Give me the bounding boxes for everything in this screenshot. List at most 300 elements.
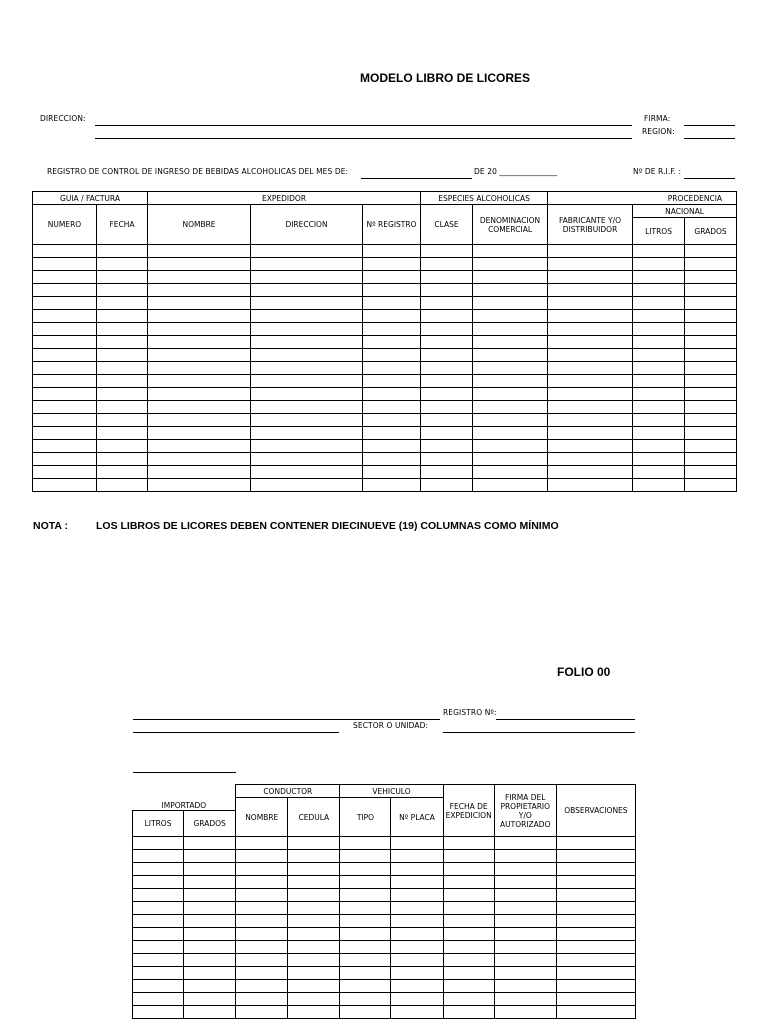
table-cell[interactable] [685, 336, 737, 349]
table-cell[interactable] [148, 349, 251, 362]
table-cell[interactable] [494, 954, 556, 967]
table-cell[interactable] [421, 427, 473, 440]
table-cell[interactable] [148, 336, 251, 349]
table-cell[interactable] [97, 414, 148, 427]
table-cell[interactable] [548, 466, 633, 479]
table-cell[interactable] [363, 310, 421, 323]
table-cell[interactable] [288, 928, 340, 941]
table-cell[interactable] [288, 954, 340, 967]
table-cell[interactable] [685, 245, 737, 258]
table-cell[interactable] [548, 271, 633, 284]
table-cell[interactable] [494, 993, 556, 1006]
table-cell[interactable] [443, 941, 494, 954]
table-cell[interactable] [391, 902, 443, 915]
table-cell[interactable] [251, 466, 363, 479]
table-cell[interactable] [251, 388, 363, 401]
table-cell[interactable] [148, 375, 251, 388]
table-cell[interactable] [685, 271, 737, 284]
table-cell[interactable] [494, 1006, 556, 1019]
table-cell[interactable] [288, 980, 340, 993]
table-cell[interactable] [97, 323, 148, 336]
table-cell[interactable] [33, 362, 97, 375]
table-cell[interactable] [133, 889, 184, 902]
table-cell[interactable] [33, 323, 97, 336]
table-cell[interactable] [148, 427, 251, 440]
table-cell[interactable] [288, 850, 340, 863]
table-cell[interactable] [421, 245, 473, 258]
table-cell[interactable] [148, 401, 251, 414]
table-cell[interactable] [473, 427, 548, 440]
table-cell[interactable] [443, 993, 494, 1006]
table-cell[interactable] [363, 479, 421, 492]
table-cell[interactable] [97, 349, 148, 362]
direccion-line-2[interactable] [95, 138, 632, 139]
table-cell[interactable] [236, 954, 288, 967]
table-cell[interactable] [421, 401, 473, 414]
table-cell[interactable] [133, 1006, 184, 1019]
table-cell[interactable] [494, 915, 556, 928]
table-cell[interactable] [556, 993, 635, 1006]
table-cell[interactable] [633, 401, 685, 414]
table-cell[interactable] [421, 297, 473, 310]
table-cell[interactable] [556, 863, 635, 876]
table-cell[interactable] [33, 375, 97, 388]
table-cell[interactable] [443, 1006, 494, 1019]
table-cell[interactable] [288, 837, 340, 850]
table-cell[interactable] [685, 440, 737, 453]
table-cell[interactable] [97, 427, 148, 440]
table-cell[interactable] [340, 889, 391, 902]
table-cell[interactable] [443, 837, 494, 850]
left-line[interactable] [133, 732, 339, 733]
table-cell[interactable] [363, 297, 421, 310]
table-cell[interactable] [633, 388, 685, 401]
table-cell[interactable] [473, 388, 548, 401]
table-cell[interactable] [421, 479, 473, 492]
table-cell[interactable] [148, 414, 251, 427]
table-cell[interactable] [288, 993, 340, 1006]
table-cell[interactable] [363, 401, 421, 414]
table-cell[interactable] [251, 440, 363, 453]
table-cell[interactable] [421, 453, 473, 466]
table-cell[interactable] [473, 284, 548, 297]
table-cell[interactable] [148, 310, 251, 323]
table-cell[interactable] [473, 453, 548, 466]
table-cell[interactable] [133, 941, 184, 954]
table-cell[interactable] [473, 440, 548, 453]
table-cell[interactable] [251, 349, 363, 362]
table-cell[interactable] [548, 297, 633, 310]
table-cell[interactable] [236, 876, 288, 889]
table-cell[interactable] [148, 245, 251, 258]
table-cell[interactable] [184, 902, 236, 915]
table-cell[interactable] [363, 362, 421, 375]
table-cell[interactable] [340, 915, 391, 928]
table-cell[interactable] [236, 837, 288, 850]
table-cell[interactable] [473, 245, 548, 258]
table-cell[interactable] [494, 837, 556, 850]
table-cell[interactable] [251, 427, 363, 440]
table-cell[interactable] [340, 863, 391, 876]
table-cell[interactable] [97, 245, 148, 258]
table-cell[interactable] [97, 362, 148, 375]
table-cell[interactable] [363, 375, 421, 388]
table-cell[interactable] [340, 967, 391, 980]
table-cell[interactable] [548, 284, 633, 297]
table-cell[interactable] [633, 310, 685, 323]
table-cell[interactable] [148, 388, 251, 401]
table-cell[interactable] [548, 479, 633, 492]
table-cell[interactable] [33, 284, 97, 297]
table-cell[interactable] [685, 349, 737, 362]
mes-line[interactable] [361, 178, 472, 179]
table-cell[interactable] [391, 863, 443, 876]
table-cell[interactable] [633, 271, 685, 284]
table-cell[interactable] [421, 258, 473, 271]
table-cell[interactable] [288, 863, 340, 876]
table-cell[interactable] [340, 876, 391, 889]
registro-n-line[interactable] [496, 719, 635, 720]
table-cell[interactable] [443, 915, 494, 928]
table-cell[interactable] [494, 863, 556, 876]
table-cell[interactable] [236, 967, 288, 980]
table-cell[interactable] [473, 310, 548, 323]
direccion-line-1[interactable] [95, 125, 632, 126]
table-cell[interactable] [473, 414, 548, 427]
table-cell[interactable] [548, 427, 633, 440]
table-cell[interactable] [236, 850, 288, 863]
table-cell[interactable] [133, 863, 184, 876]
table-cell[interactable] [33, 414, 97, 427]
table-cell[interactable] [236, 941, 288, 954]
table-cell[interactable] [184, 941, 236, 954]
table-cell[interactable] [556, 1006, 635, 1019]
table-cell[interactable] [391, 941, 443, 954]
table-cell[interactable] [548, 414, 633, 427]
table-cell[interactable] [473, 375, 548, 388]
table-cell[interactable] [133, 837, 184, 850]
rif-line[interactable] [684, 178, 735, 179]
table-cell[interactable] [556, 837, 635, 850]
table-cell[interactable] [236, 889, 288, 902]
table-cell[interactable] [133, 876, 184, 889]
table-cell[interactable] [494, 967, 556, 980]
table-cell[interactable] [363, 284, 421, 297]
table-cell[interactable] [133, 967, 184, 980]
table-cell[interactable] [473, 362, 548, 375]
table-cell[interactable] [184, 876, 236, 889]
table-cell[interactable] [363, 414, 421, 427]
table-cell[interactable] [685, 453, 737, 466]
table-cell[interactable] [685, 284, 737, 297]
table-cell[interactable] [33, 466, 97, 479]
table-cell[interactable] [148, 284, 251, 297]
table-cell[interactable] [633, 323, 685, 336]
table-cell[interactable] [421, 362, 473, 375]
table-cell[interactable] [473, 297, 548, 310]
table-cell[interactable] [184, 850, 236, 863]
table-cell[interactable] [421, 323, 473, 336]
table-cell[interactable] [97, 440, 148, 453]
table-cell[interactable] [97, 453, 148, 466]
table-cell[interactable] [133, 850, 184, 863]
table-cell[interactable] [236, 863, 288, 876]
table-cell[interactable] [33, 310, 97, 323]
table-cell[interactable] [548, 362, 633, 375]
table-cell[interactable] [363, 245, 421, 258]
table-cell[interactable] [685, 323, 737, 336]
table-cell[interactable] [443, 850, 494, 863]
table-cell[interactable] [633, 440, 685, 453]
table-cell[interactable] [133, 993, 184, 1006]
table-cell[interactable] [133, 954, 184, 967]
table-cell[interactable] [473, 271, 548, 284]
table-cell[interactable] [288, 1006, 340, 1019]
table-cell[interactable] [97, 479, 148, 492]
table-cell[interactable] [33, 258, 97, 271]
table-cell[interactable] [97, 401, 148, 414]
table-cell[interactable] [184, 863, 236, 876]
table-cell[interactable] [556, 915, 635, 928]
table-cell[interactable] [288, 902, 340, 915]
table-cell[interactable] [473, 323, 548, 336]
table-cell[interactable] [685, 401, 737, 414]
table-cell[interactable] [251, 297, 363, 310]
table-cell[interactable] [685, 375, 737, 388]
table-cell[interactable] [184, 837, 236, 850]
table-cell[interactable] [421, 310, 473, 323]
table-cell[interactable] [494, 850, 556, 863]
table-cell[interactable] [184, 928, 236, 941]
table-cell[interactable] [97, 297, 148, 310]
table-cell[interactable] [148, 323, 251, 336]
table-cell[interactable] [494, 902, 556, 915]
table-cell[interactable] [184, 993, 236, 1006]
table-cell[interactable] [633, 258, 685, 271]
table-cell[interactable] [473, 466, 548, 479]
table-cell[interactable] [556, 954, 635, 967]
table-cell[interactable] [251, 479, 363, 492]
table-cell[interactable] [133, 915, 184, 928]
table-cell[interactable] [391, 993, 443, 1006]
table-cell[interactable] [340, 954, 391, 967]
table-cell[interactable] [236, 928, 288, 941]
table-cell[interactable] [288, 889, 340, 902]
table-cell[interactable] [33, 453, 97, 466]
table-cell[interactable] [473, 401, 548, 414]
table-cell[interactable] [133, 902, 184, 915]
table-cell[interactable] [236, 980, 288, 993]
table-cell[interactable] [556, 902, 635, 915]
table-cell[interactable] [97, 284, 148, 297]
table-cell[interactable] [391, 967, 443, 980]
table-cell[interactable] [340, 928, 391, 941]
table-cell[interactable] [97, 388, 148, 401]
table-cell[interactable] [363, 440, 421, 453]
table-cell[interactable] [443, 928, 494, 941]
table-cell[interactable] [633, 427, 685, 440]
table-cell[interactable] [148, 362, 251, 375]
table-cell[interactable] [685, 258, 737, 271]
table-cell[interactable] [363, 336, 421, 349]
table-cell[interactable] [633, 466, 685, 479]
table-cell[interactable] [443, 980, 494, 993]
table-cell[interactable] [33, 440, 97, 453]
table-cell[interactable] [33, 388, 97, 401]
table-cell[interactable] [148, 297, 251, 310]
table-cell[interactable] [251, 258, 363, 271]
table-cell[interactable] [33, 297, 97, 310]
table-cell[interactable] [548, 245, 633, 258]
table-cell[interactable] [685, 414, 737, 427]
table-cell[interactable] [494, 928, 556, 941]
table-cell[interactable] [556, 980, 635, 993]
table-cell[interactable] [251, 375, 363, 388]
table-cell[interactable] [548, 349, 633, 362]
region-line[interactable] [684, 138, 735, 139]
table-cell[interactable] [443, 876, 494, 889]
table-cell[interactable] [97, 466, 148, 479]
table-cell[interactable] [421, 375, 473, 388]
table-cell[interactable] [340, 941, 391, 954]
table-cell[interactable] [340, 980, 391, 993]
table-cell[interactable] [548, 440, 633, 453]
table-cell[interactable] [494, 941, 556, 954]
table-cell[interactable] [548, 310, 633, 323]
table-cell[interactable] [148, 466, 251, 479]
table-cell[interactable] [391, 915, 443, 928]
table-cell[interactable] [148, 453, 251, 466]
table-cell[interactable] [391, 928, 443, 941]
sector-line[interactable] [443, 732, 635, 733]
table-cell[interactable] [391, 980, 443, 993]
table-cell[interactable] [548, 336, 633, 349]
table-cell[interactable] [236, 1006, 288, 1019]
table-cell[interactable] [685, 479, 737, 492]
table-cell[interactable] [421, 440, 473, 453]
table-cell[interactable] [236, 993, 288, 1006]
table-cell[interactable] [340, 850, 391, 863]
table-cell[interactable] [33, 479, 97, 492]
table-cell[interactable] [184, 889, 236, 902]
table-cell[interactable] [556, 876, 635, 889]
table-cell[interactable] [184, 980, 236, 993]
table-cell[interactable] [97, 336, 148, 349]
table-cell[interactable] [184, 954, 236, 967]
table-cell[interactable] [473, 479, 548, 492]
table-cell[interactable] [391, 876, 443, 889]
table-cell[interactable] [148, 271, 251, 284]
table-cell[interactable] [633, 375, 685, 388]
table-cell[interactable] [148, 258, 251, 271]
table-cell[interactable] [443, 967, 494, 980]
table-cell[interactable] [363, 323, 421, 336]
table-cell[interactable] [685, 466, 737, 479]
table-cell[interactable] [236, 915, 288, 928]
top-line[interactable] [133, 719, 440, 720]
table-cell[interactable] [421, 466, 473, 479]
table-cell[interactable] [494, 980, 556, 993]
table-cell[interactable] [548, 258, 633, 271]
table-cell[interactable] [363, 258, 421, 271]
table-cell[interactable] [97, 375, 148, 388]
table-cell[interactable] [494, 889, 556, 902]
table-cell[interactable] [421, 336, 473, 349]
table-cell[interactable] [548, 453, 633, 466]
table-cell[interactable] [633, 245, 685, 258]
table-cell[interactable] [184, 1006, 236, 1019]
table-cell[interactable] [251, 284, 363, 297]
table-cell[interactable] [421, 284, 473, 297]
table-cell[interactable] [633, 284, 685, 297]
table-cell[interactable] [556, 967, 635, 980]
table-cell[interactable] [443, 902, 494, 915]
table-cell[interactable] [391, 1006, 443, 1019]
table-cell[interactable] [33, 271, 97, 284]
table-cell[interactable] [391, 850, 443, 863]
table-cell[interactable] [133, 928, 184, 941]
table-cell[interactable] [148, 440, 251, 453]
table-cell[interactable] [97, 271, 148, 284]
table-cell[interactable] [548, 388, 633, 401]
table-cell[interactable] [251, 323, 363, 336]
table-cell[interactable] [556, 928, 635, 941]
table-cell[interactable] [33, 349, 97, 362]
table-cell[interactable] [494, 876, 556, 889]
table-cell[interactable] [184, 967, 236, 980]
table-cell[interactable] [288, 876, 340, 889]
table-cell[interactable] [633, 349, 685, 362]
table-cell[interactable] [363, 453, 421, 466]
table-cell[interactable] [33, 427, 97, 440]
table-cell[interactable] [251, 401, 363, 414]
table-cell[interactable] [184, 915, 236, 928]
table-cell[interactable] [251, 245, 363, 258]
table-cell[interactable] [97, 258, 148, 271]
table-cell[interactable] [421, 271, 473, 284]
table-cell[interactable] [685, 427, 737, 440]
table-cell[interactable] [236, 902, 288, 915]
table-cell[interactable] [251, 453, 363, 466]
table-cell[interactable] [288, 915, 340, 928]
table-cell[interactable] [363, 349, 421, 362]
table-cell[interactable] [443, 954, 494, 967]
table-cell[interactable] [251, 310, 363, 323]
table-cell[interactable] [251, 362, 363, 375]
table-cell[interactable] [340, 902, 391, 915]
table-cell[interactable] [548, 375, 633, 388]
table-cell[interactable] [548, 401, 633, 414]
table-cell[interactable] [473, 336, 548, 349]
table-cell[interactable] [633, 297, 685, 310]
table-cell[interactable] [443, 889, 494, 902]
table-cell[interactable] [556, 941, 635, 954]
table-cell[interactable] [340, 837, 391, 850]
table-cell[interactable] [340, 1006, 391, 1019]
table-cell[interactable] [33, 245, 97, 258]
table-cell[interactable] [633, 414, 685, 427]
table-cell[interactable] [363, 466, 421, 479]
table-cell[interactable] [288, 967, 340, 980]
table-cell[interactable] [548, 323, 633, 336]
table-cell[interactable] [685, 297, 737, 310]
table-cell[interactable] [391, 889, 443, 902]
table-cell[interactable] [685, 388, 737, 401]
table-cell[interactable] [340, 993, 391, 1006]
table-cell[interactable] [391, 837, 443, 850]
table-cell[interactable] [148, 479, 251, 492]
table-cell[interactable] [556, 850, 635, 863]
